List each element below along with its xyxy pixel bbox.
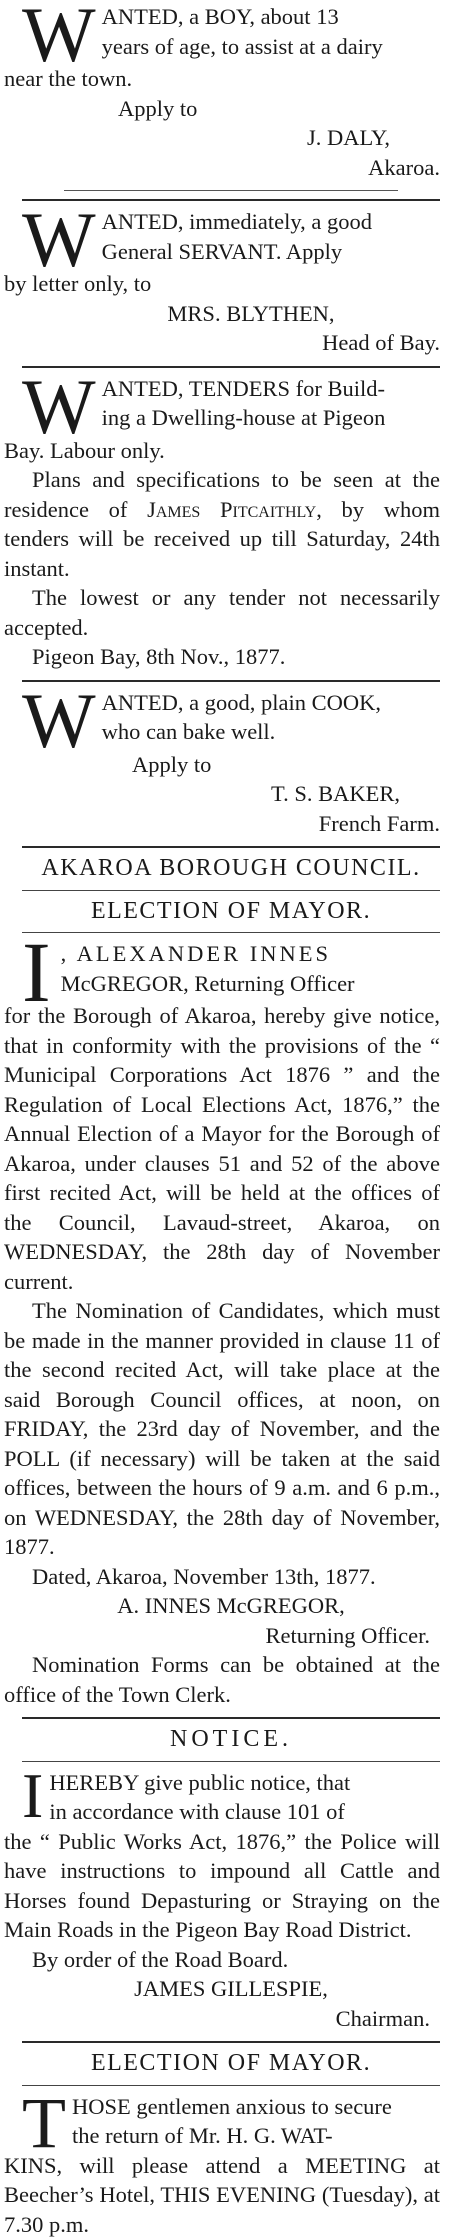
ad-servant-wanted [22, 207, 440, 358]
notice-line: the return of Mr. H. G. WAT- [22, 2121, 440, 2151]
advertiser-place: Akaroa. [22, 153, 440, 183]
ad-line: ANTED, immediately, a good [22, 207, 440, 237]
drop-cap: W [22, 207, 96, 269]
notice-date: Dated, Akaroa, November 13th, 1877. [4, 1562, 440, 1592]
notice-line: in accordance with clause 101 of [22, 1797, 440, 1827]
advertiser-place: Head of Bay. [22, 328, 440, 358]
ad-tenders-wanted [22, 374, 440, 672]
drop-cap: T [22, 2092, 66, 2150]
notice-body: the “ Public Works Act, 1876,” the Police will have instructions to impound all Cattle and Horses found Depasturing or Straying on the Main Roads in the Pigeon Bay Road District. [4, 1827, 440, 1945]
council-heading: AKAROA BOROUGH COUNCIL. [22, 854, 440, 884]
notice-line: , ALEXANDER INNES [22, 939, 440, 969]
borough-council-notice [22, 854, 440, 1709]
road-board-notice [22, 1725, 440, 2033]
election-heading: ELECTION OF MAYOR. [22, 2049, 440, 2079]
drop-cap: I [22, 1768, 43, 1822]
tender-paragraph: The lowest or any tender not necessarily accepted. [4, 583, 440, 642]
mayor-meeting-notice [22, 2049, 440, 2239]
notice-line: McGREGOR, Returning Officer [22, 969, 440, 999]
tender-text-end: , by whom tenders will be received up till Saturday, 24th instant. [4, 497, 440, 581]
tender-text: Plans and specifications to be seen at the residence of [4, 467, 440, 522]
advertiser-place: French Farm. [22, 809, 440, 839]
tender-date: Pigeon Bay, 8th Nov., 1877. [4, 642, 440, 672]
notice-forms: Nomination Forms can be obtained at the office of the Town Clerk. [4, 1650, 440, 1709]
apply-to: Apply to [22, 94, 440, 124]
ad-line: ANTED, a BOY, about 13 [22, 2, 440, 32]
notice-line: HOSE gentlemen anxious to secure [22, 2092, 440, 2122]
notice-body: The Nomination of Candidates, which must be made in the manner provided in clause 11 of the second recited Act, will take place at the said Borough Council offices, at noon, on FRIDAY, the 23rd day of November, and the POLL (if necessary) will be taken at the said offices, between the hours of 9 a.m. and 6 p.m., on WEDNESDAY, the 28th day of November, 1877. [4, 1296, 440, 1562]
drop-cap: I [22, 939, 51, 1001]
tender-name: James Pitcaithly [147, 497, 316, 522]
divider [22, 1717, 440, 1719]
ad-line: ing a Dwelling-house at Pigeon [22, 403, 440, 433]
drop-cap: W [22, 374, 96, 436]
advertiser-name: MRS. BLYTHEN, [22, 299, 440, 329]
divider [22, 932, 440, 933]
ad-line: who can bake well. [22, 717, 440, 747]
signer-title: Returning Officer. [22, 1621, 440, 1651]
notice-body: for the Borough of Akaroa, hereby give notice, that in conformity with the provisions of the “ Municipal Corporations Act 1876 ” and the Regulation of Local Elections Act, 1876,” the Annual Election of a Mayor for the Borough of Akaroa, under clauses 51 and 52 of the above first recited Act, will be held at the offices of the Council, Lavaud-street, Akaroa, on WEDNESDAY, the 28th day of November current. [4, 1001, 440, 1296]
apply-to: Apply to [22, 750, 440, 780]
ad-line: by letter only, to [4, 269, 440, 299]
ad-line: General SERVANT. Apply [22, 237, 440, 267]
ad-line: ANTED, TENDERS for Build- [22, 374, 440, 404]
notice-body: KINS, will please attend a MEETING at Beecher’s Hotel, THIS EVENING (Tuesday), at 7.30 p.m. [4, 2151, 440, 2239]
ad-cook-wanted [22, 688, 440, 839]
notice-line: HEREBY give public notice, that [22, 1768, 440, 1798]
notice-heading: NOTICE. [22, 1725, 440, 1755]
ad-line: ANTED, a good, plain COOK, [22, 688, 440, 718]
drop-cap: W [22, 688, 96, 750]
ad-line: Bay. Labour only. [4, 436, 440, 466]
divider [22, 1761, 440, 1762]
divider [22, 2085, 440, 2086]
signer-title: Chairman. [22, 2004, 440, 2034]
divider [64, 190, 398, 191]
election-heading: ELECTION OF MAYOR. [22, 897, 440, 927]
signer-name: A. INNES McGREGOR, [22, 1591, 440, 1621]
ad-line: near the town. [4, 64, 440, 94]
divider [22, 846, 440, 848]
drop-cap: W [22, 2, 96, 64]
signer-name: JAMES GILLESPIE, [22, 1974, 440, 2004]
ad-boy-wanted [22, 0, 440, 182]
ads-column [22, 0, 440, 2239]
ad-line: years of age, to assist at a dairy [22, 32, 440, 62]
divider [22, 2041, 440, 2043]
tender-paragraph [4, 465, 440, 583]
divider [22, 890, 440, 891]
advertiser-name: J. DALY, [22, 123, 440, 153]
advertiser-name: T. S. BAKER, [22, 779, 440, 809]
notice-order: By order of the Road Board. [4, 1945, 440, 1975]
